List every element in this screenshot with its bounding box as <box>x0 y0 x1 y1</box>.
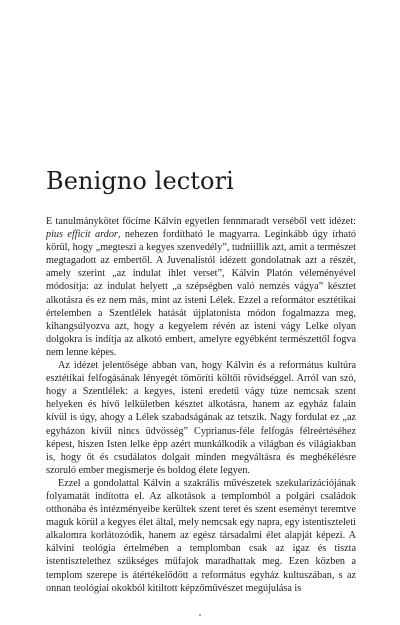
paragraph-2-segment-1: Az idézet jelentősége abban van, hogy Kálvin és a református kultúra esztétikai felfogásának lényegét tömöríti költői rövidséggel. Arról van szó, hogy a Szentlélek: a kegyes, isteni eredetű vágy túze nemcsak szent helyeken és hívő lelkületben késztet alkotásra, hanem az egyház falain kívül is úgy, ahogy a Lélek szabadságának az tetszik. Nagy fordulat ez „az egyházon kívül nincs üdvösség” Cyprianus-féle felfogás félreértéséhez képest, hiszen Isten lelke épp azért munkálkodik a világban és világiakban is, hogy őt és csudálatos dolgait minden megváltásra és megbékélésre szoruló ember megismerje és boldog élete legyen. <box>46 360 356 476</box>
page-mark <box>199 614 201 616</box>
paragraph-2 <box>46 359 356 477</box>
paragraph-1 <box>46 215 356 359</box>
paragraph-1-segment-1: E tanulmánykötet főcíme Kálvin egyetlen fennmaradt verséből vett idézet: <box>46 216 356 227</box>
latin-quote: pius efficit ardor <box>46 229 118 241</box>
body-text <box>46 215 356 595</box>
chapter-heading: Benigno lectori <box>46 167 234 195</box>
paragraph-3-segment-1: Ezzel a gondolattal Kálvin a szakrális művészetek szekularizációjának folyamatát indította el. Az alkotások a templomból a polgári családok otthonába és intézményeibe kerültek szent teret és szent eseményt teremtve maguk körül a kegyes élet által, mely nemcsak egy napra, egy istentiszteleti alkalomra korlátozódik, hanem az egész társadalmi élet alapját képezi. A kálvini teológia értelmében a templomban csak az igaz és tiszta istentisztelethez szükséges műfajok maradhattak meg. Ezen közben a templom szerepe is átértékelődött a református egyház kultuszában, s az onnan teológiai okokból kitiltott képzőművészet megújulása is <box>46 477 356 594</box>
paragraph-1-segment-3: , nehezen fordítható le magyarra. Leginkább úgy írható körül, hogy „megteszi a kegyes szenvedély”, tudniillik azt, amit a természet megtagadott az embertől. A Juvenalistól idézett gondolatnak azt a részét, amely szerint „az indulat ihlet verset”, Kálvin Platón véleményével módosítja: az indulat helyett „a szépségben való nemzés vágya” késztet alkotásra és ez nem más, mint az isteni Lélek. Ezzel a reformátor esztétikai értelemben a Szentlélek hatását újplatonista módon fogalmazza meg, kihangsúlyozva azt, hogy a kegyelem révén az isteni vágy Lelke olyan dolgokra is indítja az alkotó embert, amelyre egyébként természettől fogva nem lenne képes. <box>46 229 356 358</box>
paragraph-3 <box>46 477 356 595</box>
